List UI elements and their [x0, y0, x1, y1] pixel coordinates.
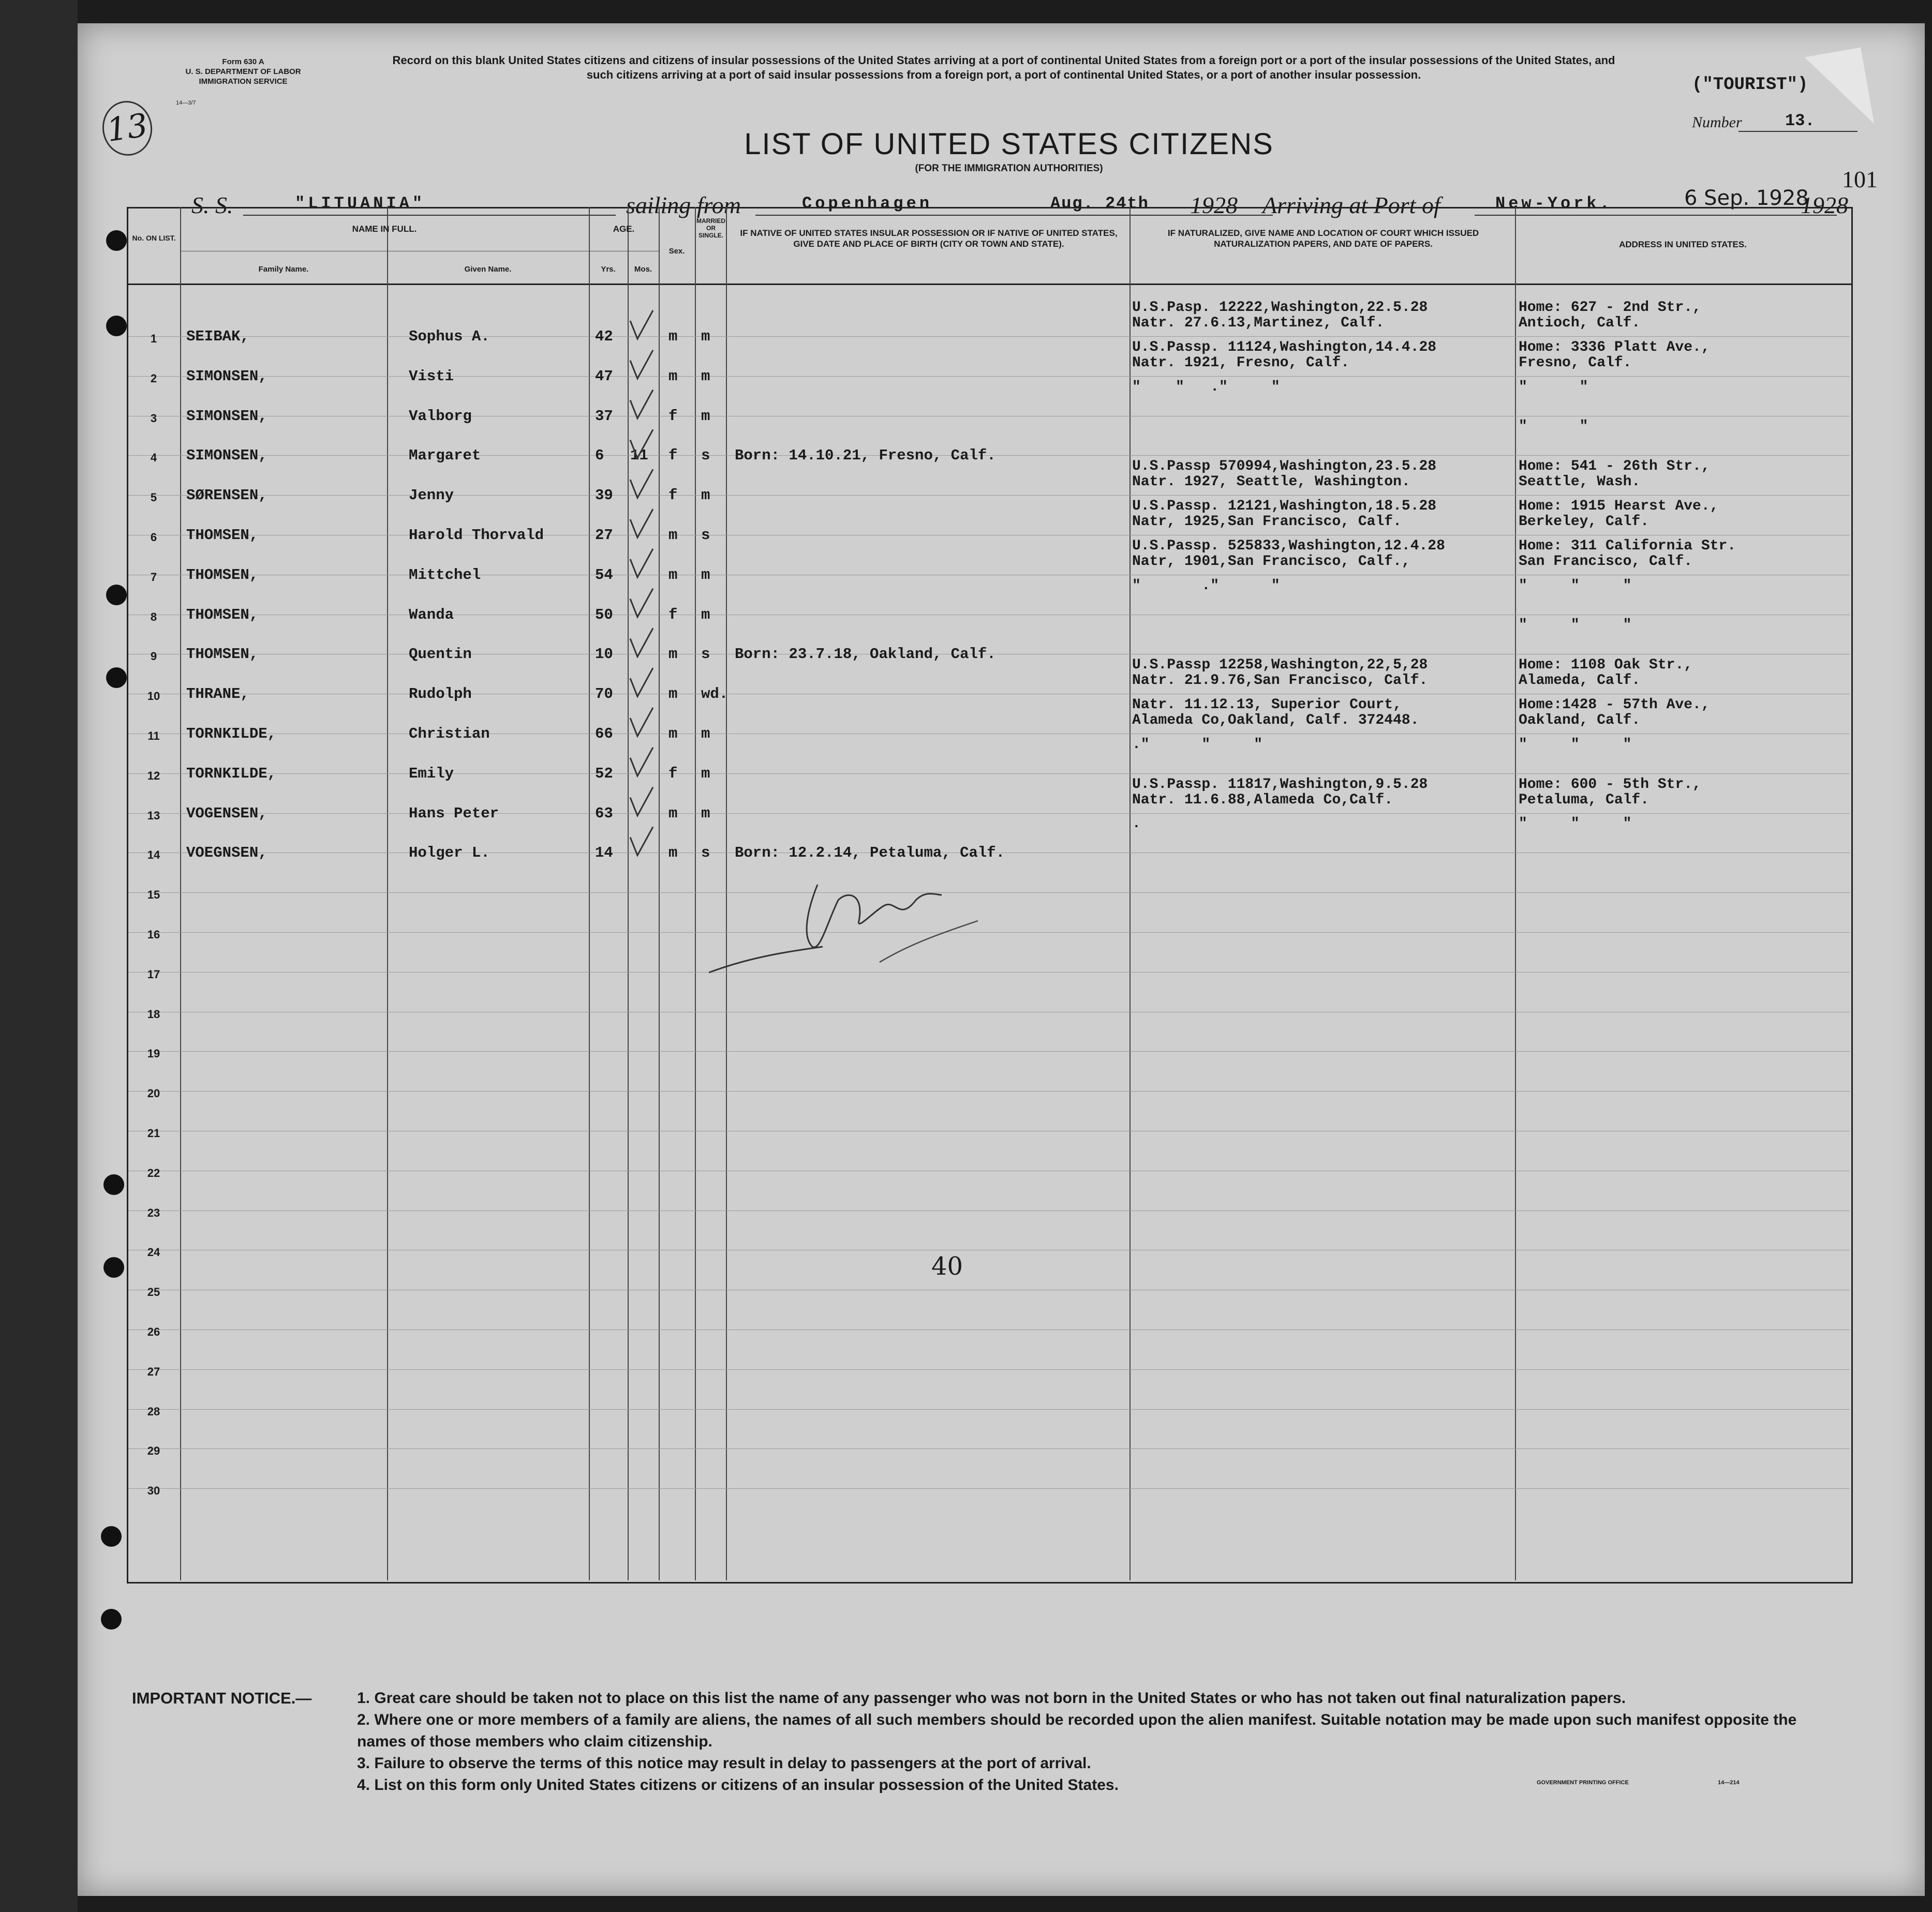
address-line-1: Home: 627 - 2nd Str., [1519, 300, 1701, 316]
sex: m [668, 566, 678, 584]
row-rule [128, 1091, 1850, 1092]
number-label: Number [1692, 114, 1742, 131]
row-rule [128, 1409, 1850, 1410]
naturalization-line-2: Natr. 11.6.88,Alameda Co,Calf. [1132, 791, 1393, 808]
sex: f [668, 606, 678, 623]
row-number: 30 [147, 1484, 160, 1498]
given-name: Margaret [409, 447, 481, 465]
marital-status: s [701, 527, 710, 544]
row-number: 9 [150, 650, 157, 663]
ship-name: "LITUANIA" [295, 194, 426, 213]
instructions: Record on this blank United States citizens and citizens of insular possessions of the United States arriving at a port of continental United States from a foreign port or a port of the insular possessions of the United States, and such citizens arriving at a port of said insular possessions from a foreign port, a port of continental United States, or a port of another insular possession. [392, 54, 1615, 81]
row-number: 13 [147, 809, 160, 822]
header-mos: Mos. [634, 265, 652, 274]
naturalization-line-1: Natr. 11.12.13, Superior Court, [1132, 697, 1402, 713]
address-line-2: Petaluma, Calf. [1519, 791, 1649, 808]
naturalization-line-2: Natr. 21.9.76,San Francisco, Calf. [1132, 673, 1428, 689]
col-divider [1130, 207, 1131, 1580]
family-name: SIMONSEN, [186, 407, 267, 425]
folded-corner [1805, 48, 1874, 134]
address-line-2: Berkeley, Calf. [1519, 514, 1649, 530]
form-code: 14—3/7 [176, 100, 196, 106]
naturalization-line-2: Alameda Co,Oakland, Calf. 372448. [1132, 712, 1419, 728]
address-line-2: Alameda, Calf. [1519, 673, 1641, 689]
number-value: 13. [1785, 111, 1815, 130]
address-line-2: Fresno, Calf. [1519, 354, 1632, 371]
printing-office: GOVERNMENT PRINTING OFFICE [1537, 1780, 1629, 1786]
form-info [135, 57, 352, 86]
row-number: 6 [150, 531, 157, 544]
naturalization-line-1: U.S.Passp. 12121,Washington,18.5.28 [1132, 498, 1437, 514]
address-line-1: " " [1519, 379, 1588, 395]
row-rule [128, 1448, 1850, 1449]
arrival-year: 1928 [1801, 192, 1848, 218]
naturalization-line-2: Natr. 27.6.13,Martinez, Calf. [1132, 315, 1385, 331]
given-name: Sophus A. [409, 328, 490, 345]
sex: m [668, 367, 678, 385]
birth-place: Born: 12.2.14, Petaluma, Calf. [735, 844, 1005, 862]
naturalization-line-1: U.S.Passp. 525833,Washington,12.4.28 [1132, 537, 1445, 554]
col-divider [659, 207, 660, 1580]
col-divider [387, 207, 388, 1580]
given-name: Christian [409, 725, 490, 742]
header-separator [127, 283, 1851, 285]
printing-code: 14—214 [1718, 1780, 1740, 1786]
col-divider [589, 207, 590, 1580]
col-divider [628, 207, 629, 1580]
age-years: 37 [595, 407, 613, 425]
row-rule [128, 336, 1850, 337]
row-rule [128, 773, 1850, 774]
age-years: 42 [595, 328, 613, 345]
header-sex: Sex. [668, 247, 685, 256]
marital-status: m [701, 367, 710, 385]
sex: f [668, 487, 678, 504]
sailing-label: sailing from [626, 192, 741, 218]
arrival-date-stamp: 6 Sep. 1928 [1684, 186, 1809, 210]
row-rule [128, 813, 1850, 814]
age-years: 52 [595, 765, 613, 782]
marital-status: s [701, 447, 710, 465]
given-name: Rudolph [409, 685, 472, 703]
punch-hole [106, 667, 127, 688]
punch-hole [106, 585, 127, 605]
address-line-1: " " " [1519, 816, 1632, 832]
marital-status: m [701, 606, 710, 623]
header-birth: IF NATIVE OF UNITED STATES INSULAR POSSESSION OR IF NATIVE OF UNITED STATES, GIVE DATE AND PLACE OF BIRTH (CITY OR TOWN AND STATE). [740, 228, 1118, 249]
marital-status: m [701, 487, 710, 504]
row-number: 12 [147, 769, 160, 782]
given-name: Quentin [409, 646, 472, 663]
departure-date: Aug. 24th [1050, 194, 1149, 213]
row-rule [128, 1488, 1850, 1489]
page-stamp: 101 [1842, 166, 1878, 192]
header-address: ADDRESS IN UNITED STATES. [1619, 240, 1747, 249]
age-years: 47 [595, 367, 613, 385]
given-name: Emily [409, 765, 454, 782]
header-naturalized: IF NATURALIZED, GIVE NAME AND LOCATION OF COURT WHICH ISSUED NATURALIZATION PAPERS, AND DATE OF PAPERS. [1167, 228, 1479, 249]
departure-year: 1928 [1190, 192, 1238, 218]
family-name: THOMSEN, [186, 606, 259, 623]
row-number: 18 [147, 1007, 160, 1021]
marital-status: m [701, 804, 710, 822]
row-number: 26 [147, 1325, 160, 1338]
marital-status: s [701, 646, 710, 663]
row-number: 25 [147, 1286, 160, 1299]
sex: m [668, 328, 678, 345]
scan-border [0, 0, 78, 1912]
notice-item-2: 2. Where one or more members of a family are aliens, the names of all such members should be recorded upon the alien manifest. Suitable notation may be made upon such manifest opposite the names of those members who claim citizenship. [357, 1711, 1797, 1750]
age-years: 10 [595, 646, 613, 663]
service: IMMIGRATION SERVICE [199, 77, 288, 86]
sex: m [668, 527, 678, 544]
naturalization-line-1: U.S.Passp. 11817,Washington,9.5.28 [1132, 776, 1428, 793]
punch-hole [101, 1526, 122, 1547]
sex: m [668, 844, 678, 862]
age-years: 50 [595, 606, 613, 623]
sex: m [668, 725, 678, 742]
row-number: 29 [147, 1444, 160, 1458]
header-name-in-full: NAME IN FULL. [352, 224, 417, 234]
sex: m [668, 804, 678, 822]
address-line-2: Antioch, Calf. [1519, 315, 1641, 331]
port-to: New-York. [1495, 194, 1613, 213]
naturalization-line-2: Natr, 1901,San Francisco, Calf., [1132, 553, 1410, 570]
given-name: Harold Thorvald [409, 527, 544, 544]
row-number: 17 [147, 967, 160, 981]
circled-sheet-number: 13 [99, 98, 156, 159]
given-name: Hans Peter [409, 804, 499, 822]
row-number: 27 [147, 1365, 160, 1378]
address-line-1: Home: 600 - 5th Str., [1519, 776, 1701, 793]
row-number: 8 [150, 610, 157, 623]
family-name: SEIBAK, [186, 328, 249, 345]
birth-place: Born: 14.10.21, Fresno, Calf. [735, 447, 996, 465]
address-line-2: Seattle, Wash. [1519, 474, 1641, 490]
age-years: 70 [595, 685, 613, 703]
address-line-1: Home: 1915 Hearst Ave., [1519, 498, 1719, 514]
arriving-label: Arriving at Port of [1262, 192, 1440, 218]
row-number: 10 [147, 690, 160, 703]
age-years: 63 [595, 804, 613, 822]
family-name: VOGENSEN, [186, 804, 267, 822]
family-name: TORNKILDE, [186, 765, 277, 782]
family-name: SIMONSEN, [186, 367, 267, 385]
family-name: THOMSEN, [186, 646, 259, 663]
row-number: 15 [147, 888, 160, 902]
header-no: No. ON LIST. [132, 234, 176, 242]
given-name: Wanda [409, 606, 454, 623]
sex: f [668, 765, 678, 782]
row-rule [128, 1051, 1850, 1052]
punch-hole [106, 316, 127, 336]
notice-item-1: 1. Great care should be taken not to place on this list the name of any passenger who was not born in the United States or who has not taken out final naturalization papers. [357, 1690, 1626, 1707]
family-name: TORNKILDE, [186, 725, 277, 742]
row-number: 14 [147, 848, 160, 862]
given-name: Valborg [409, 407, 472, 425]
naturalization-line-1: ." " " [1132, 736, 1263, 753]
row-number: 23 [147, 1206, 160, 1219]
address-line-1: Home: 541 - 26th Str., [1519, 458, 1710, 475]
notice-label: IMPORTANT NOTICE.— [132, 1689, 312, 1707]
page-title: LIST OF UNITED STATES CITIZENS [744, 127, 1274, 161]
address-line-1: Home: 3336 Platt Ave., [1519, 339, 1710, 355]
page-mark: 40 [931, 1252, 963, 1281]
row-number: 3 [150, 411, 157, 425]
address-line-1: " " " [1519, 736, 1632, 753]
marital-status: wd. [701, 685, 729, 703]
sex: f [668, 407, 678, 425]
form-number: Form 630 A [222, 57, 264, 66]
naturalization-line-2: Natr. 1927, Seattle, Washington. [1132, 474, 1410, 490]
given-name: Holger L. [409, 844, 490, 862]
ss-label: S. S. [191, 192, 233, 218]
row-number: 11 [147, 729, 160, 742]
row-rule [128, 495, 1850, 496]
family-name: SIMONSEN, [186, 447, 267, 465]
age-years: 39 [595, 487, 613, 504]
header-married-single: MARRIED OR SINGLE. [696, 217, 725, 239]
marital-status: m [701, 328, 710, 345]
address-line-1: Home:1428 - 57th Ave., [1519, 697, 1710, 713]
row-rule [128, 1369, 1850, 1370]
row-rule [128, 376, 1850, 377]
port-from: Copenhagen [802, 194, 933, 213]
naturalization-line-1: U.S.Pasp. 12222,Washington,22.5.28 [1132, 300, 1428, 316]
col-divider [1515, 207, 1516, 1580]
family-name: VOEGNSEN, [186, 844, 267, 862]
family-name: THOMSEN, [186, 527, 259, 544]
marital-status: s [701, 844, 710, 862]
address-line-1: " " [1519, 419, 1588, 435]
naturalization-line-1: U.S.Passp 12258,Washington,22,5,28 [1132, 657, 1428, 674]
naturalization-line-1: . [1132, 816, 1141, 832]
row-number: 22 [147, 1166, 160, 1179]
row-number: 20 [147, 1087, 160, 1100]
punch-hole [101, 1609, 122, 1630]
birth-place: Born: 23.7.18, Oakland, Calf. [735, 646, 996, 663]
age-years: 27 [595, 527, 613, 544]
address-line-2: Oakland, Calf. [1519, 712, 1641, 728]
age-months: 11 [630, 447, 648, 465]
header-given-name: Given Name. [464, 265, 512, 274]
row-number: 19 [147, 1047, 160, 1060]
naturalization-line-2: Natr. 1921, Fresno, Calf. [1132, 354, 1350, 371]
naturalization-line-2: Natr, 1925,San Francisco, Calf. [1132, 514, 1402, 530]
naturalization-line-1: " ." " [1132, 577, 1280, 594]
row-number: 2 [150, 371, 157, 385]
age-years: 54 [595, 566, 613, 584]
naturalization-line-1: U.S.Passp 570994,Washington,23.5.28 [1132, 458, 1437, 475]
family-name: THRANE, [186, 685, 249, 703]
family-name: THOMSEN, [186, 566, 259, 584]
row-number: 28 [147, 1405, 160, 1418]
punch-hole [103, 1174, 124, 1195]
marital-status: m [701, 566, 710, 584]
address-line-1: Home: 311 California Str. [1519, 537, 1736, 554]
row-number: 7 [150, 570, 157, 584]
col-divider [695, 207, 696, 1580]
address-line-1: " " " [1519, 577, 1632, 594]
page-subtitle: (FOR THE IMMIGRATION AUTHORITIES) [915, 163, 1103, 174]
department: U. S. DEPARTMENT OF LABOR [185, 67, 301, 76]
header-age: AGE. [613, 224, 635, 234]
notice-item-4: 4. List on this form only United States citizens or citizens of an insular possession of the United States. [357, 1776, 1119, 1794]
age-years: 6 [595, 447, 604, 465]
row-number: 5 [150, 491, 157, 504]
sex: m [668, 685, 678, 703]
notice-item-3: 3. Failure to observe the terms of this notice may result in delay to passengers at the port of arrival. [357, 1755, 1091, 1772]
number-underline [1738, 131, 1857, 132]
row-number: 1 [150, 332, 157, 345]
age-years: 14 [595, 844, 613, 862]
naturalization-line-1: " " ." " [1132, 379, 1280, 395]
header-yrs: Yrs. [601, 265, 616, 274]
address-line-1: " " " [1519, 617, 1632, 634]
header-family-name: Family Name. [258, 265, 309, 274]
row-number: 24 [147, 1246, 160, 1259]
address-line-1: Home: 1108 Oak Str., [1519, 657, 1693, 674]
punch-hole [103, 1257, 124, 1278]
punch-hole [106, 230, 127, 251]
marital-status: m [701, 765, 710, 782]
signature-graphic [709, 879, 1030, 1014]
age-years: 66 [595, 725, 613, 742]
sex: f [668, 447, 678, 465]
row-number: 21 [147, 1127, 160, 1140]
inspector-signature [709, 879, 1030, 1017]
class-label: ("TOURIST") [1692, 75, 1808, 95]
sex: m [668, 646, 678, 663]
given-name: Jenny [409, 487, 454, 504]
given-name: Mittchel [409, 566, 481, 584]
marital-status: m [701, 407, 710, 425]
row-number: 4 [150, 451, 157, 465]
naturalization-line-1: U.S.Passp. 11124,Washington,14.4.28 [1132, 339, 1437, 355]
given-name: Visti [409, 367, 454, 385]
family-name: SØRENSEN, [186, 487, 267, 504]
col-divider [180, 207, 181, 1580]
marital-status: m [701, 725, 710, 742]
address-line-2: San Francisco, Calf. [1519, 553, 1693, 570]
row-number: 16 [147, 928, 160, 941]
